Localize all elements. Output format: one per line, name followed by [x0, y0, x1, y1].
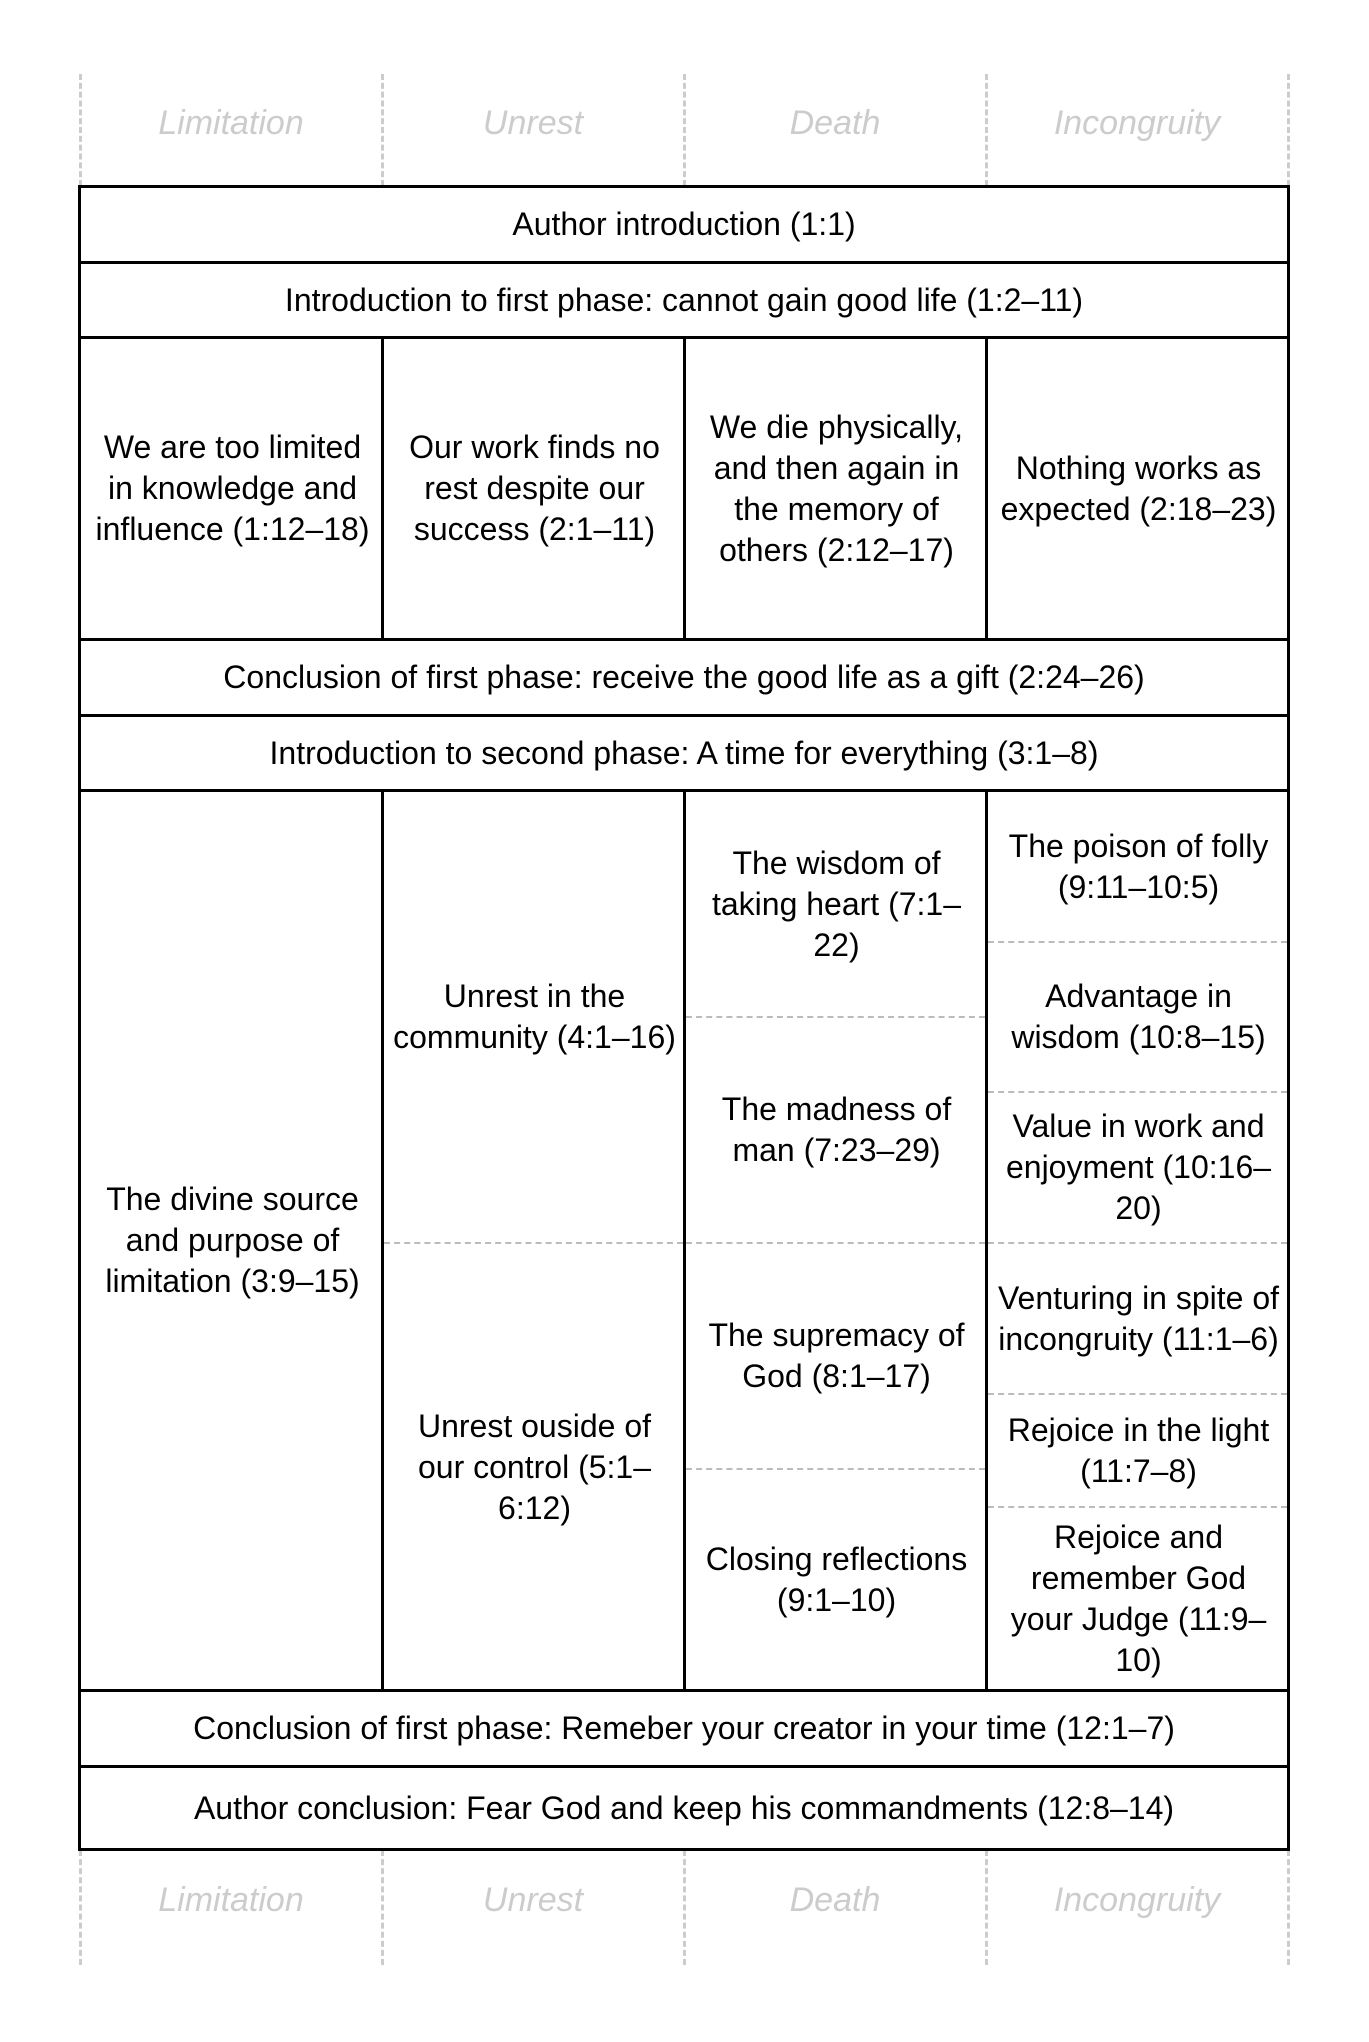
author-introduction: Author introduction (1:1)	[512, 206, 856, 242]
phase2-introduction: Introduction to second phase: A time for everything (3:1–8)	[269, 734, 1099, 771]
column-label-incongruity-bottom: Incongruity	[1053, 1881, 1221, 1919]
column-divider	[381, 336, 384, 640]
phase2-unrest-cell: Unrest in the community (4:1–16)	[393, 978, 676, 1055]
phase2-incongruity-cell: Rejoice in the light (11:7–8)	[1007, 1411, 1270, 1489]
phase2-incongruity-cell: Venturing in spite of incongruity (11:1–6)	[997, 1279, 1280, 1357]
phase2-death-cell: The supremacy of God (8:1–17)	[708, 1317, 965, 1394]
phase2-death-cell: Closing reflections (9:1–10)	[705, 1540, 968, 1618]
column-label-unrest-top: Unrest	[482, 104, 584, 142]
phase2-death-cell: The madness of man (7:23–29)	[721, 1091, 952, 1168]
author-conclusion: Author conclusion: Fear God and keep his commandments (12:8–14)	[193, 1789, 1175, 1826]
column-label-death-bottom: Death	[789, 1881, 881, 1919]
phase2-unrest-cell: Unrest ouside of our control (5:1–6:12)	[417, 1407, 651, 1526]
phase2-incongruity-cell: The poison of folly (9:11–10:5)	[1008, 827, 1269, 905]
phase2-death-cell: The wisdom of taking heart (7:1–22)	[711, 844, 962, 963]
phase2-incongruity-cell: Advantage in wisdom (10:8–15)	[1011, 978, 1266, 1055]
phase2-limitation-cell: The divine source and purpose of limitation (3:9–15)	[105, 1181, 360, 1299]
column-label-incongruity-top: Incongruity	[1053, 104, 1221, 142]
phase1-conclusion: Conclusion of first phase: receive the good life as a gift (2:24–26)	[223, 659, 1145, 695]
column-label-limitation-top: Limitation	[158, 104, 304, 142]
column-divider	[683, 789, 686, 1691]
phase1-limitation-cell: We are too limited in knowledge and influence (1:12–18)	[95, 429, 370, 547]
phase1-incongruity-cell: Nothing works as expected (2:18–23)	[1000, 449, 1277, 527]
column-divider	[683, 336, 686, 640]
phase1-introduction: Introduction to first phase: cannot gain good life (1:2–11)	[284, 281, 1084, 318]
column-divider	[985, 336, 988, 640]
column-label-death-top: Death	[789, 104, 881, 142]
column-label-unrest-bottom: Unrest	[482, 1881, 584, 1919]
phase1-unrest-cell: Our work finds no rest despite our success (2:1–11)	[409, 429, 660, 547]
phase2-incongruity-cell: Value in work and enjoyment (10:16–20)	[1005, 1108, 1272, 1226]
column-divider	[985, 789, 988, 1691]
phase1-death-cell: We die physically, and then again in the memory of others (2:12–17)	[709, 408, 964, 568]
column-label-limitation-bottom: Limitation	[158, 1881, 304, 1919]
subsection-divider	[384, 1242, 683, 1244]
phase2-incongruity-cell: Rejoice and remember God your Judge (11:9–10)	[1010, 1518, 1267, 1678]
phase2-conclusion: Conclusion of first phase: Remeber your creator in your time (12:1–7)	[193, 1710, 1175, 1746]
column-divider	[381, 789, 384, 1691]
